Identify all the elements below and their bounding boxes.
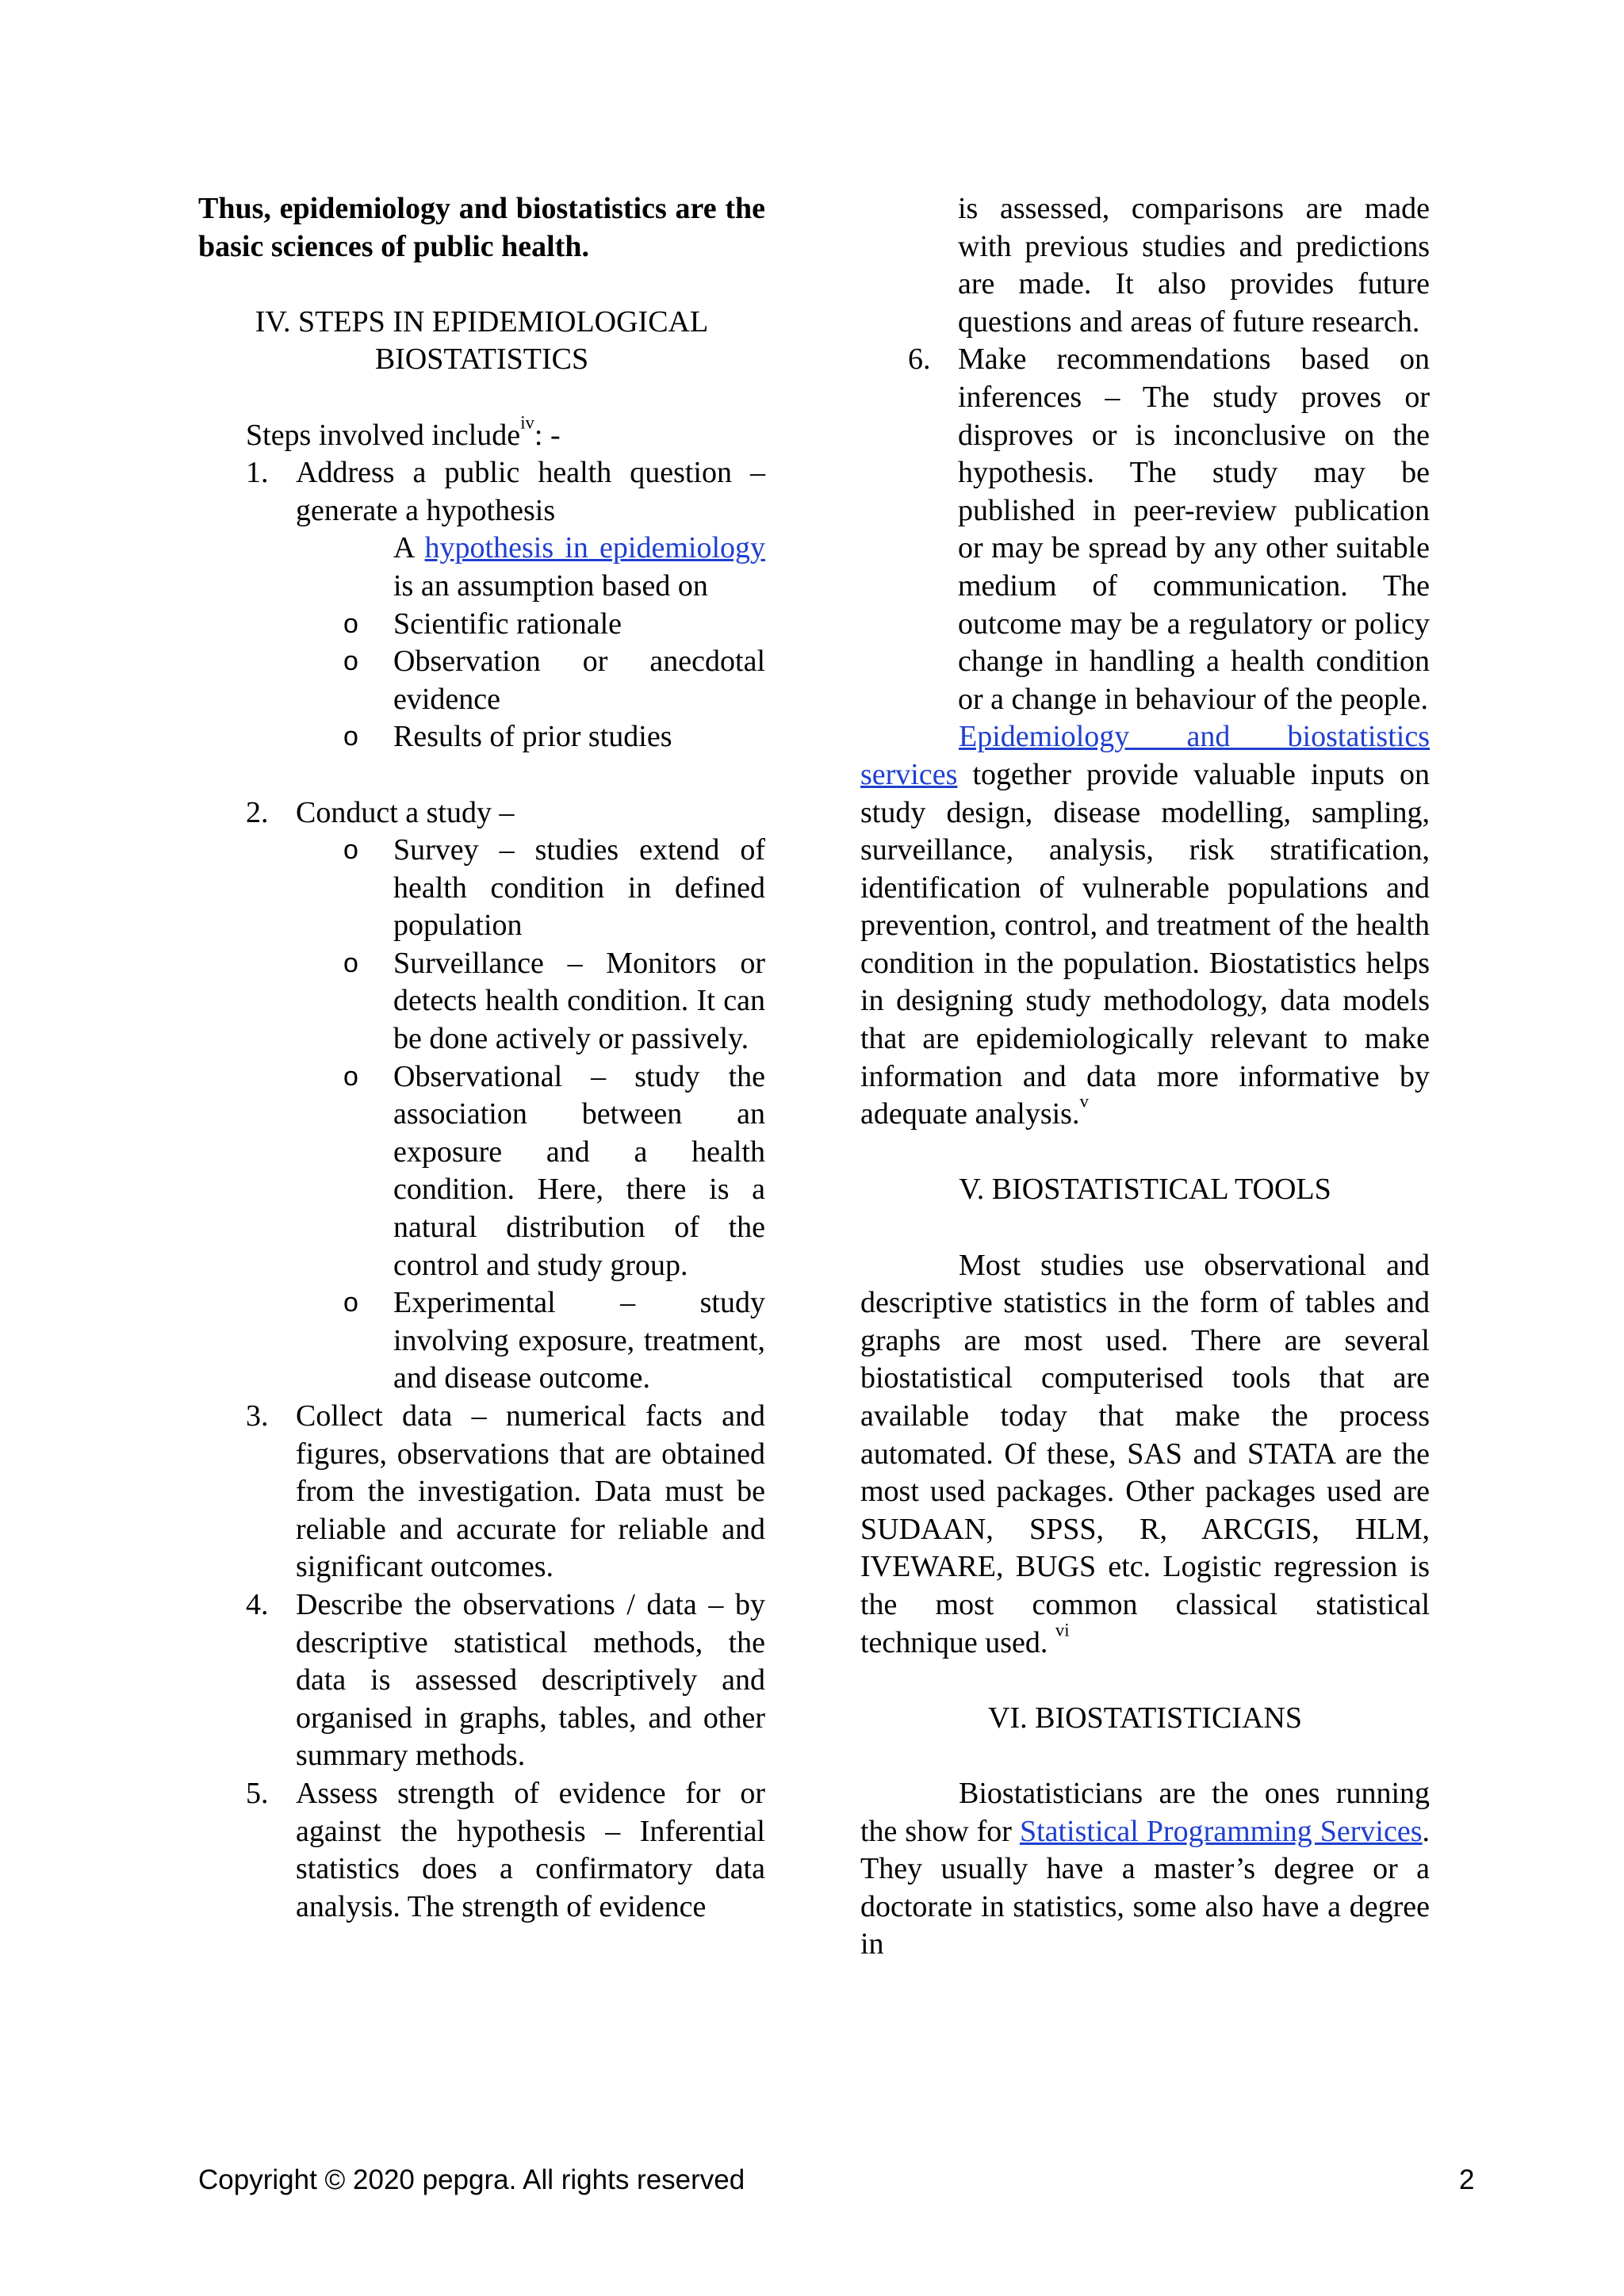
- footnote-ref-v[interactable]: v: [1079, 1091, 1089, 1112]
- footnote-ref-iv[interactable]: iv: [520, 412, 534, 433]
- bullet-marker-icon: o: [343, 608, 358, 639]
- steps-list-continued: [860, 341, 1430, 718]
- bullet-marker-icon: o: [343, 947, 358, 978]
- bullet-marker-icon: o: [343, 721, 358, 752]
- bullet-marker-icon: o: [343, 1288, 358, 1318]
- step-number: 3.: [246, 1399, 269, 1433]
- left-column: [198, 190, 765, 1926]
- step-number: 1.: [246, 456, 269, 490]
- step-number: 4.: [246, 1587, 269, 1621]
- section-5-heading: V. BIOSTATISTICAL TOOLS: [959, 1173, 1331, 1207]
- list-item: [198, 1775, 765, 1926]
- bullet-marker-icon: o: [343, 835, 358, 866]
- section-4-heading-line1: IV. STEPS IN EPIDEMIOLOGICAL: [255, 304, 709, 339]
- bullet-marker-icon: o: [343, 1061, 358, 1092]
- bullet-marker-icon: o: [343, 646, 358, 677]
- list-item: [860, 341, 1430, 718]
- step-text: Make recommendations based on inferences – The study proves or disproves or is inconclusive on the hypothesis. The study may be published in peer-review publication or may be spread by any other suitable medium of communication. The outcome may be a regulatory or policy change in handling a health condition or a change in behaviour of the people.: [958, 342, 1430, 716]
- step-text: Collect data – numerical facts and figures, observations that are obtained from the investigation. Data must be reliable and accurate for reliable and significant outcomes.: [296, 1399, 765, 1584]
- list-item: [198, 1398, 765, 1586]
- list-item: o Observation or anecdotal evidence: [343, 645, 765, 716]
- step-number: 6.: [908, 342, 931, 377]
- step-number: 5.: [246, 1776, 269, 1810]
- list-item: [198, 454, 765, 756]
- step-text: Describe the observations / data – by descriptive statistical methods, the data is assessed descriptively and organised in graphs, tables, and other summary methods.: [296, 1587, 765, 1773]
- biostatisticians-paragraph: Biostatisticians are the ones running the show for Statistical Programming Services. They usually have a master’s degree or a doctorate in statistics, some also have a degree in: [860, 1776, 1430, 1961]
- step-text: Conduct a study –: [296, 795, 515, 829]
- step-5-continuation: is assessed, comparisons are made with previous studies and predictions are made. It also provides future questions and areas of future research.: [958, 192, 1430, 339]
- steps-list: [198, 454, 765, 1926]
- services-paragraph: Epidemiology and biostatistics services together provide valuable inputs on study design, disease modelling, sampling, surveillance, analysis, risk stratification, identification of vulnerable populations and prevention, control, and treatment of the health condition in the population. Biostatistics helps in designing study methodology, data models that are epidemiologically relevant to make information and data more informative by adequate analysis.$^v$: [860, 720, 1430, 1131]
- bullet-list: [296, 832, 765, 1398]
- page-number: 2: [1459, 2164, 1475, 2195]
- section-4-heading: [198, 304, 765, 379]
- lead-paragraph: Thus, epidemiology and biostatistics are the basic sciences of public health.: [198, 192, 765, 263]
- copyright-footer: Copyright © 2020 pepgra. All rights reserved: [198, 2164, 745, 2195]
- list-item: o Results of prior studies: [296, 718, 765, 756]
- step-text: Address a public health question – generate a hypothesis: [296, 456, 765, 527]
- list-item: o Experimental – study involving exposure, treatment, and disease outcome.: [343, 1286, 765, 1395]
- epidemiology-services-link[interactable]: Epidemiology and biostatistics services: [860, 720, 1430, 791]
- section-4-heading-line2: BIOSTATISTICS: [374, 342, 589, 377]
- step-number: 2.: [246, 795, 269, 829]
- footnote-ref-vi[interactable]: vi: [1055, 1620, 1070, 1640]
- section-6-heading: VI. BIOSTATISTICIANS: [988, 1701, 1302, 1735]
- list-item: o Surveillance – Monitors or detects health condition. It can be done actively or passively.: [343, 946, 765, 1056]
- list-item: o Scientific rationale: [296, 606, 765, 644]
- bullet-list: [296, 606, 765, 756]
- hypothesis-definition: A hypothesis in epidemiology is an assumption based on: [393, 531, 765, 603]
- list-item: [198, 794, 765, 1399]
- list-item: o Observational – study the association between an exposure and a health condition. Here, there is a natural distribution of the control and study group.: [343, 1059, 765, 1282]
- list-item: o Survey – studies extend of health condition in defined population: [343, 833, 765, 943]
- hypothesis-link[interactable]: hypothesis in epidemiology: [424, 531, 765, 565]
- right-column: [860, 190, 1430, 1964]
- step-text: Assess strength of evidence for or against the hypothesis – Inferential statistics does a confirmatory data analysis. The strength of evidence: [296, 1776, 765, 1923]
- tools-paragraph: Most studies use observational and descriptive statistics in the form of tables and graphs are most used. There are several biostatistical computerised tools that are available today that make the process automated. Of these, SAS and STATA are the most used packages. Other packages used are SUDAAN, SPSS, R, ARCGIS, HLM, IVEWARE, BUGS etc. Logistic regression is the most common classical statistical technique used. $^{vi}$: [860, 1248, 1430, 1659]
- list-item: [198, 1586, 765, 1775]
- statistical-programming-link[interactable]: Statistical Programming Services: [1019, 1814, 1423, 1848]
- steps-intro: Steps involved include$^{iv}$: -: [246, 412, 561, 452]
